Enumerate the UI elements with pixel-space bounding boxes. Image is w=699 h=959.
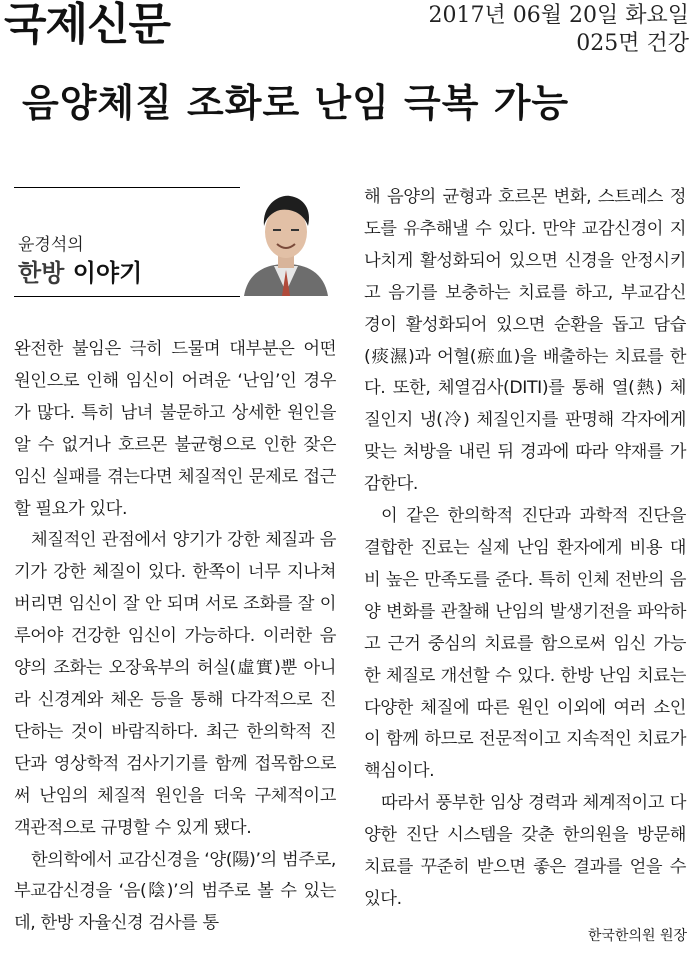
column-title-keyword: 한방 [18, 259, 65, 287]
column-author: 윤경석의 [18, 235, 84, 255]
publication-date: 2017년 06월 20일 화요일 [428, 3, 689, 28]
body-paragraph: 한의학에서 교감신경을 ‘양(陽)’의 범주로, 부교감신경을 ‘음(陰)’의 범주로 볼 수 있는데, 한방 자율신경 검사를 통 [14, 849, 336, 934]
column-header-rule-top [14, 187, 240, 188]
author-photo [240, 188, 332, 296]
column-header-rule-bottom [14, 296, 240, 297]
page-section: 025면 건강 [576, 31, 689, 56]
newspaper-name: 국제신문 [4, 0, 171, 50]
body-paragraph: 체질적인 관점에서 양기가 강한 체질과 음기가 강한 체질이 있다. 한쪽이 너무 지나쳐버리면 임신이 잘 안 되며 서로 조화를 잘 이루어야 건강한 임신이 가능하다. 이러한 음양의 조화는 오장육부의 허실(虛實)뿐 아니라 신경계와 체온 등을 통해 다각적으로 진단하는 것이 바람직하다. 최근 한의학적 진단과 영상학적 검사기기를 함께 접목함으로써 난임의 체질적 원인을 더욱 구체적이고 객관적으로 규명할 수 있게 됐다. [14, 530, 336, 838]
column-title-rest: 이야기 [72, 259, 143, 287]
author-byline: 한국한의원 원장 [587, 928, 687, 944]
body-paragraph: 완전한 불임은 극히 드물며 대부분은 어떤 원인으로 인해 임신이 어려운 ‘난임’인 경우가 많다. 특히 남녀 불문하고 상세한 원인을 알 수 없거나 호르몬 불균형으로 인한 잦은 임신 실패를 겪는다면 체질적인 문제로 접근할 필요가 있다. [14, 339, 336, 519]
body-paragraph: 따라서 풍부한 임상 경력과 체계적이고 다양한 진단 시스템을 갖춘 한의원을 방문해 치료를 꾸준히 받으면 좋은 결과를 얻을 수 있다. [364, 793, 686, 909]
column-title [18, 258, 142, 288]
body-paragraph: 이 같은 한의학적 진단과 과학적 진단을 결합한 진료는 실제 난임 환자에게 비용 대비 높은 만족도를 준다. 특히 인체 전반의 음양 변화를 관찰해 난임의 발생기전을 파악하고 근거 중심의 치료를 함으로써 임신 가능한 체질로 개선할 수 있다. 한방 난임 치료는 다양한 체질에 따른 원인 이외에 여러 소인이 함께 하므로 전문적이고 지속적인 치료가 핵심이다. [364, 506, 686, 782]
article-body-left-column [14, 334, 336, 940]
article-body-right-column [364, 182, 686, 916]
body-paragraph: 해 음양의 균형과 호르몬 변화, 스트레스 정도를 유추해낼 수 있다. 만약 교감신경이 지나치게 활성화되어 있으면 신경을 안정시키고 음기를 보충하는 치료를 하고, 부교감신경이 활성화되어 있으면 순환을 돕고 담습(痰濕)과 어혈(瘀血)을 배출하는 치료를 한다. 또한, 체열검사(DITI)를 통해 열(熱) 체질인지 냉(冷) 체질인지를 판명해 각자에게 맞는 처방을 내린 뒤 경과에 따라 약재를 가감한다. [364, 187, 686, 495]
headline: 음양체질 조화로 난임 극복 가능 [22, 81, 570, 125]
